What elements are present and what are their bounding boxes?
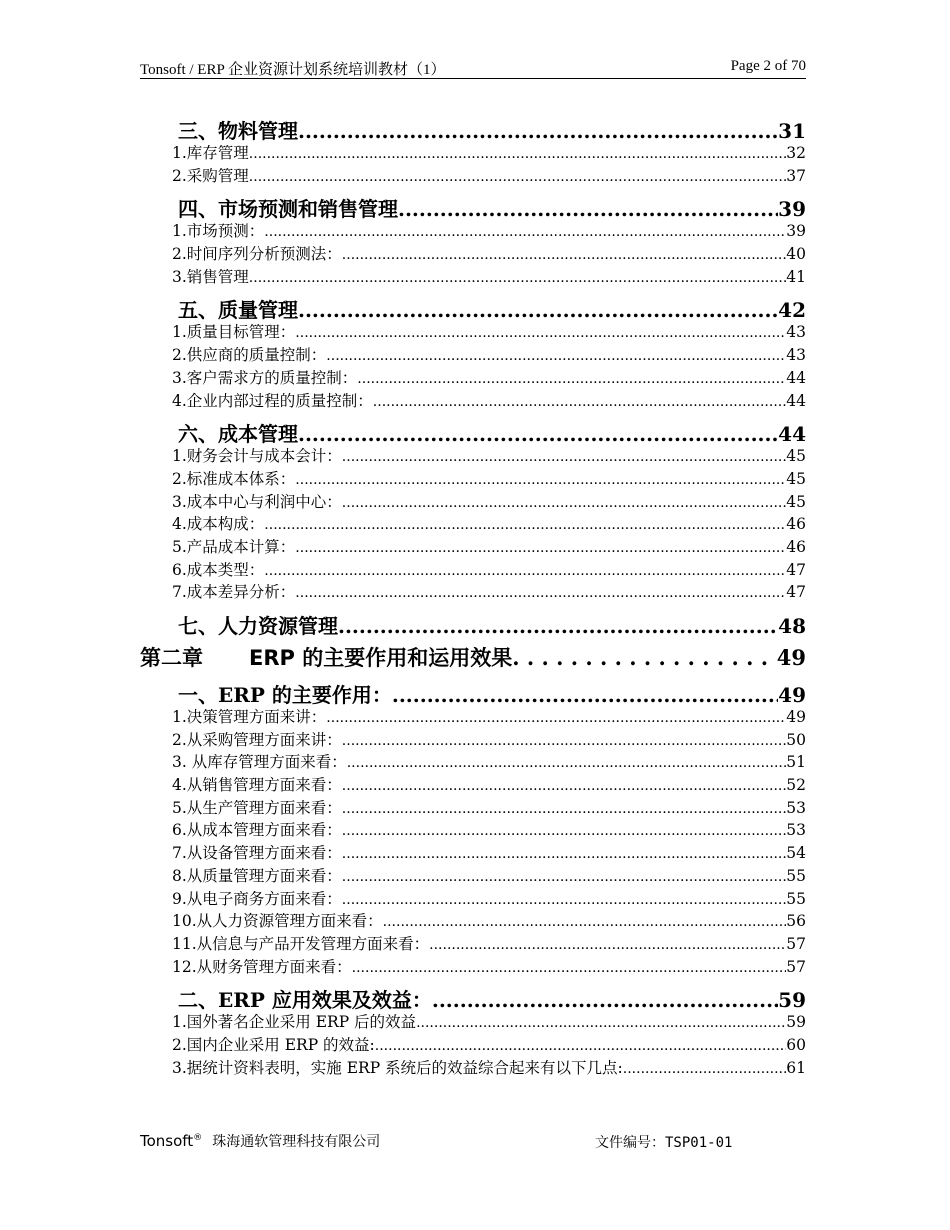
toc-item[interactable] xyxy=(140,580,806,603)
toc-entry-title: 6.成本类型： xyxy=(172,560,265,579)
dot-leader xyxy=(326,348,786,364)
toc-item[interactable] xyxy=(140,242,806,265)
toc-page-number: 49 xyxy=(778,683,806,707)
toc-section[interactable] xyxy=(140,294,806,323)
toc-section[interactable] xyxy=(140,115,806,141)
dot-leader xyxy=(295,540,786,556)
toc-entry-title: 一、ERP 的主要作用： xyxy=(178,683,392,707)
toc-item[interactable] xyxy=(140,219,806,242)
toc-item[interactable] xyxy=(140,1056,806,1079)
toc-page-number: 42 xyxy=(778,298,806,323)
toc-entry-title: 10.从人力资源管理方面来看： xyxy=(172,912,383,931)
toc-page-number: 48 xyxy=(778,614,806,638)
dot-leader xyxy=(249,146,786,162)
dot-leader xyxy=(342,869,786,885)
toc-section[interactable] xyxy=(140,610,806,636)
dot-leader xyxy=(342,823,786,839)
toc-page-number: 44 xyxy=(778,422,806,447)
toc-section[interactable] xyxy=(140,984,806,1013)
toc-page-number: 45 xyxy=(786,492,806,511)
toc-item[interactable] xyxy=(140,705,806,728)
toc-page-number: 59 xyxy=(778,988,806,1013)
toc-entry-title: 3. 从库存管理方面来看： xyxy=(172,753,347,772)
dot-leader xyxy=(342,846,786,862)
dot-leader xyxy=(375,1038,786,1054)
toc-entry-title: 2.采购管理 xyxy=(172,166,249,185)
toc-page-number: 47 xyxy=(786,583,806,602)
dot-leader xyxy=(298,422,778,446)
toc-chapter[interactable] xyxy=(140,642,806,672)
dot-leader xyxy=(264,563,786,579)
dot-leader xyxy=(347,755,787,771)
toc-page-number: 31 xyxy=(778,119,806,143)
dot-leader xyxy=(342,495,786,511)
toc-item[interactable] xyxy=(140,818,806,841)
dot-leader xyxy=(398,197,778,221)
toc-entry-title: 3.成本中心与利润中心： xyxy=(172,492,342,511)
toc-page-number: 39 xyxy=(778,197,806,222)
dot-leader xyxy=(342,449,786,465)
toc-page-number: 55 xyxy=(786,889,806,908)
dot-leader xyxy=(432,988,778,1012)
toc-item[interactable] xyxy=(140,558,806,581)
toc-entry-title: 1.库存管理 xyxy=(172,144,249,162)
toc-page-number: 59 xyxy=(786,1013,806,1032)
toc-item[interactable] xyxy=(140,796,806,819)
toc-entry-title: 5.从生产管理方面来看： xyxy=(172,798,342,817)
dot-leader xyxy=(298,119,778,143)
toc-section[interactable] xyxy=(140,679,806,705)
toc-section[interactable] xyxy=(140,193,806,222)
table-of-contents xyxy=(140,115,806,1078)
toc-page-number: 60 xyxy=(786,1035,806,1054)
toc-section[interactable] xyxy=(140,418,806,447)
toc-entry-title: 4.成本构成： xyxy=(172,515,265,534)
toc-item[interactable] xyxy=(140,512,806,535)
toc-page-number: 37 xyxy=(786,166,806,185)
brand-name: Tonsoft xyxy=(140,1132,194,1150)
toc-entry-title: 2.国内企业采用 ERP 的效益: xyxy=(172,1035,375,1054)
toc-item[interactable] xyxy=(140,773,806,796)
toc-page-number: 49 xyxy=(786,708,806,726)
toc-item[interactable] xyxy=(140,366,806,389)
toc-item[interactable] xyxy=(140,1010,806,1033)
toc-item[interactable] xyxy=(140,467,806,490)
toc-entry-title: 4.企业内部过程的质量控制： xyxy=(172,391,373,410)
header-title: Tonsoft / ERP 企业资源计划系统培训教材（1） xyxy=(140,62,446,78)
dot-leader xyxy=(392,683,778,707)
toc-page-number: 47 xyxy=(786,560,806,579)
toc-entry-title: 11.从信息与产品开发管理方面来看： xyxy=(172,934,430,953)
dot-leader xyxy=(295,585,786,601)
toc-item[interactable] xyxy=(140,955,806,978)
page-header xyxy=(140,56,806,79)
toc-page-number: 40 xyxy=(786,245,806,264)
toc-page-number: 55 xyxy=(786,866,806,885)
toc-page-number: 44 xyxy=(786,368,806,387)
toc-entry-title: 二、ERP 应用效果及效益： xyxy=(178,988,432,1013)
toc-page-number: 51 xyxy=(786,753,806,772)
dot-leader xyxy=(342,247,786,263)
dot-leader xyxy=(342,733,786,749)
toc-entry-title: 2.供应商的质量控制： xyxy=(172,346,327,365)
dot-leader xyxy=(264,224,786,240)
footer-brand xyxy=(140,1131,380,1151)
toc-entry-title: 2.时间序列分析预测法： xyxy=(172,245,342,264)
chapter-title: ERP 的主要作用和运用效果 xyxy=(249,646,513,670)
toc-item[interactable] xyxy=(140,1033,806,1056)
toc-item[interactable] xyxy=(140,887,806,910)
dot-leader xyxy=(249,169,786,185)
chapter-number: 第二章 xyxy=(140,646,203,670)
dot-leader xyxy=(342,801,786,817)
dot-leader xyxy=(338,614,778,638)
dot-leader xyxy=(352,960,787,976)
toc-entry-title: 1.财务会计与成本会计： xyxy=(172,447,342,466)
toc-page-number: 50 xyxy=(786,730,806,749)
page-footer xyxy=(140,1131,806,1153)
toc-item[interactable] xyxy=(140,265,806,288)
page-number: Page 2 of 70 xyxy=(730,58,806,74)
dot-leader xyxy=(373,394,786,410)
toc-item[interactable] xyxy=(140,389,806,412)
toc-page-number: 45 xyxy=(786,447,806,466)
toc-item[interactable] xyxy=(140,343,806,366)
dot-leader xyxy=(264,517,786,533)
toc-entry-title: 七、人力资源管理 xyxy=(178,614,338,638)
toc-page-number: 39 xyxy=(786,222,806,241)
toc-entry-title: 6.从成本管理方面来看： xyxy=(172,821,342,840)
toc-page-number: 54 xyxy=(786,844,806,863)
toc-entry-title: 三、物料管理 xyxy=(178,119,298,143)
toc-page-number: 57 xyxy=(786,934,806,953)
toc-page-number: 53 xyxy=(786,798,806,817)
toc-page-number: 41 xyxy=(786,267,806,286)
dot-leader xyxy=(383,914,787,930)
toc-item[interactable] xyxy=(140,490,806,513)
toc-entry-title: 9.从电子商务方面来看： xyxy=(172,889,342,908)
toc-item[interactable] xyxy=(140,728,806,751)
toc-page-number: 49 xyxy=(776,645,806,670)
toc-page-number: 57 xyxy=(786,957,806,976)
toc-entry-title: 六、成本管理 xyxy=(178,422,298,447)
company-name: 珠海通软管理科技有限公司 xyxy=(212,1134,381,1150)
toc-item[interactable] xyxy=(140,864,806,887)
dot-leader xyxy=(342,892,786,908)
toc-page-number: 52 xyxy=(786,776,806,795)
toc-entry-title: 1.决策管理方面来讲： xyxy=(172,708,327,726)
dot-leader xyxy=(357,371,786,387)
dot-leader xyxy=(512,645,777,670)
toc-entry-title: 2.从采购管理方面来讲： xyxy=(172,730,342,749)
toc-page-number: 43 xyxy=(786,323,806,342)
dot-leader xyxy=(623,1061,786,1077)
toc-entry-title: 1.国外著名企业采用 ERP 后的效益 xyxy=(172,1013,417,1032)
dot-leader xyxy=(249,270,786,286)
dot-leader xyxy=(326,710,786,726)
toc-page-number: 45 xyxy=(786,469,806,488)
toc-page-number: 46 xyxy=(786,515,806,534)
toc-item[interactable] xyxy=(140,141,806,164)
toc-entry-title: 五、质量管理 xyxy=(178,298,298,323)
toc-entry-title: 3.客户需求方的质量控制： xyxy=(172,368,358,387)
toc-entry-title: 12.从财务管理方面来看： xyxy=(172,957,352,976)
dot-leader xyxy=(416,1015,786,1031)
toc-entry-title: 四、市场预测和销售管理 xyxy=(178,197,398,222)
toc-item[interactable] xyxy=(140,750,806,773)
toc-page-number: 61 xyxy=(786,1058,806,1077)
toc-entry-title: 4.从销售管理方面来看： xyxy=(172,776,342,795)
toc-item[interactable] xyxy=(140,164,806,187)
toc-page-number: 56 xyxy=(786,912,806,931)
toc-item[interactable] xyxy=(140,841,806,864)
toc-page-number: 46 xyxy=(786,537,806,556)
toc-item[interactable] xyxy=(140,932,806,955)
toc-entry-title: 3.据统计资料表明，实施 ERP 系统后的效益综合起来有以下几点: xyxy=(172,1058,623,1077)
toc-page-number: 53 xyxy=(786,821,806,840)
toc-entry-title: 8.从质量管理方面来看： xyxy=(172,866,342,885)
toc-entry-title: 2.标准成本体系： xyxy=(172,469,296,488)
toc-item[interactable] xyxy=(140,444,806,467)
toc-item[interactable] xyxy=(140,320,806,343)
toc-entry-title: 5.产品成本计算： xyxy=(172,537,296,556)
toc-entry-title: 7.从设备管理方面来看： xyxy=(172,844,342,863)
document-number: 文件编号：TSP01-01 xyxy=(595,1135,733,1151)
toc-entry-title: 1.质量目标管理： xyxy=(172,323,296,342)
toc-item[interactable] xyxy=(140,535,806,558)
toc-page-number: 43 xyxy=(786,346,806,365)
dot-leader xyxy=(298,298,778,322)
toc-entry-title: 3.销售管理 xyxy=(172,267,249,286)
toc-page-number: 44 xyxy=(786,391,806,410)
dot-leader xyxy=(295,472,786,488)
toc-item[interactable] xyxy=(140,909,806,932)
dot-leader xyxy=(429,937,786,953)
toc-chapter-title xyxy=(140,642,512,672)
dot-leader xyxy=(295,325,786,341)
toc-entry-title: 7.成本差异分析： xyxy=(172,583,296,602)
registered-mark: ® xyxy=(193,1133,203,1143)
toc-page-number: 32 xyxy=(786,144,806,162)
dot-leader xyxy=(342,778,786,794)
toc-entry-title: 1.市场预测： xyxy=(172,222,265,241)
